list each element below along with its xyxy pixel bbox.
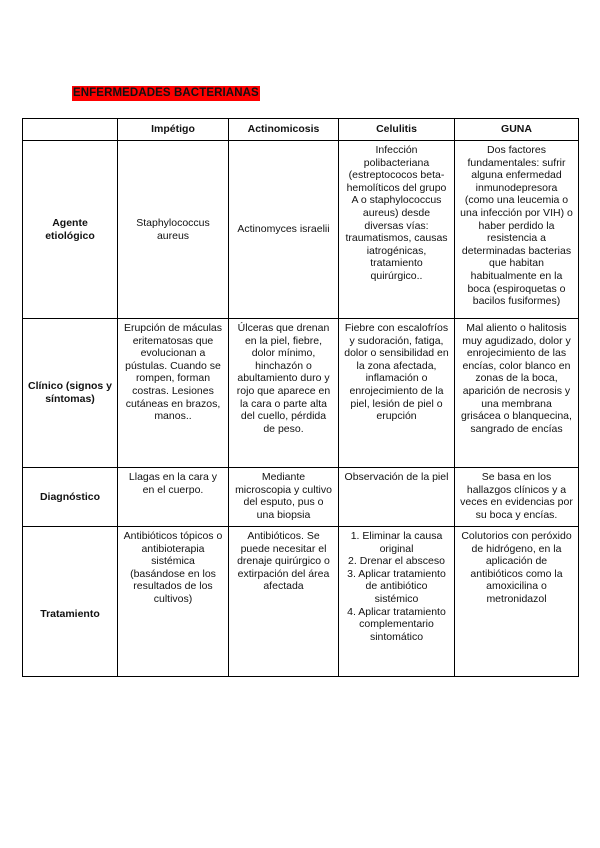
- table-row-diagnostico: [23, 468, 579, 527]
- cell-actinomicosis: Antibióticos. Se puede necesitar el drenaje quirúrgico o extirpación del área afectada: [229, 527, 339, 677]
- cell-impetigo: Staphylococcus aureus: [118, 141, 229, 319]
- table-row-tratamiento: [23, 527, 579, 677]
- bacterial-diseases-table: [22, 118, 579, 677]
- cell-guna: Colutorios con peróxido de hidrógeno, en la aplicación de antibióticos como la amoxicilina o metronidazol: [455, 527, 579, 677]
- header-actinomicosis: Actinomicosis: [229, 119, 339, 141]
- list-item: 4. Aplicar tratamiento complementario sintomático: [347, 605, 446, 643]
- cell-impetigo: Antibióticos tópicos o antibioterapia sistémica (basándose en los resultados de los cultivos): [118, 527, 229, 677]
- cell-guna: Mal aliento o halitosis muy agudizado, dolor y enrojecimiento de las encías, color blanco en zonas de la boca, aparición de necrosis y una membrana grisácea o blanquecina, sangrado de encías: [455, 319, 579, 468]
- cell-impetigo: Erupción de máculas eritematosas que evolucionan a pústulas. Cuando se rompen, forman costras. Lesiones cutáneas en brazos, manos..: [118, 319, 229, 468]
- header-celulitis: Celulitis: [339, 119, 455, 141]
- cell-celulitis: Fiebre con escalofríos y sudoración, fatiga, dolor o sensibilidad en la zona afectada, inflamación o enrojecimiento de la piel, lesión de piel o erupción: [339, 319, 455, 468]
- cell-actinomicosis: Actinomyces israelii: [229, 141, 339, 319]
- row-label: Diagnóstico: [23, 468, 118, 527]
- header-empty-corner: [23, 119, 118, 141]
- row-label: Agente etiológico: [23, 141, 118, 319]
- row-label: Clínico (signos y síntomas): [23, 319, 118, 468]
- row-label: Tratamiento: [23, 527, 118, 677]
- treatment-steps-list: [344, 530, 449, 643]
- cell-actinomicosis: Úlceras que drenan en la piel, fiebre, dolor mínimo, hinchazón o abultamiento duro y rojo que aparece en la cara o parte alta del cuello, pérdida de peso.: [229, 319, 339, 468]
- cell-actinomicosis: Mediante microscopia y cultivo del esputo, pus o una biopsia: [229, 468, 339, 527]
- table-row-agente-etiologico: [23, 141, 579, 319]
- cell-impetigo: Llagas en la cara y en el cuerpo.: [118, 468, 229, 527]
- list-item: 3. Aplicar tratamiento de antibiótico sistémico: [347, 567, 446, 605]
- header-impetigo: Impétigo: [118, 119, 229, 141]
- header-guna: GUNA: [455, 119, 579, 141]
- list-item: 1. Eliminar la causa original: [350, 530, 443, 555]
- cell-guna: Dos factores fundamentales: sufrir alguna enfermedad inmunodepresora (como una leucemia o una infección por VIH) o haber perdido la resistencia a determinadas bacterias que habitan habitualmente en la boca (espiroquetas o bacilos fusiformes): [455, 141, 579, 319]
- cell-guna: Se basa en los hallazgos clínicos y a veces en evidencias por su boca y encías.: [455, 468, 579, 527]
- cell-celulitis: Infección polibacteriana (estreptococos beta-hemolíticos del grupo A o staphylococcus aureus) desde diversas vías: traumatismos, causas iatrogénicas, tratamiento quirúrgico..: [339, 141, 455, 319]
- list-item: 2. Drenar el absceso: [348, 555, 445, 568]
- table-header-row: [23, 119, 579, 141]
- cell-celulitis: Observación de la piel: [339, 468, 455, 527]
- cell-celulitis: [339, 527, 455, 677]
- table-row-clinico: [23, 319, 579, 468]
- document-title: ENFERMEDADES BACTERIANAS: [73, 87, 259, 99]
